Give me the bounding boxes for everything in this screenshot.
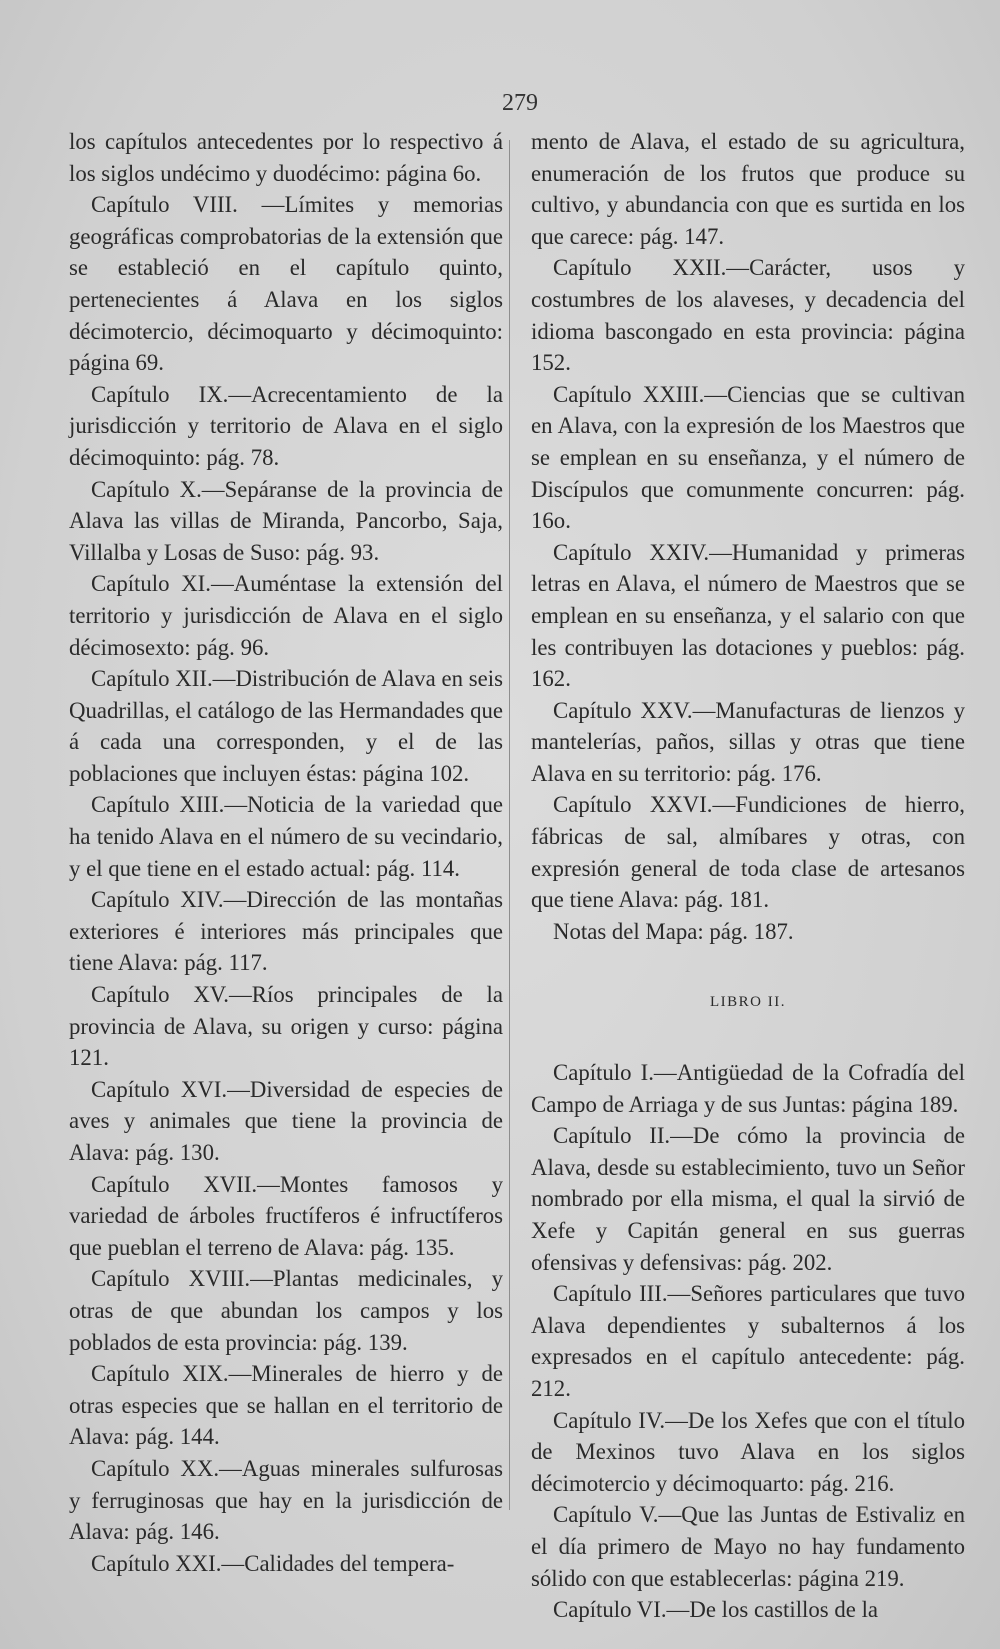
toc-entry: Capítulo XII.—Distribución de Alava en seis Quadrillas, el catálogo de las Hermandades que á cada una corresponden, y el de las poblaciones que incluyen éstas: página 102. [69,666,503,786]
toc-entry: Capítulo V.—Que las Juntas de Estivaliz en el día primero de Mayo no hay fundamento sólido con que establecerlas: página 219. [531,1502,965,1591]
toc-entry: mento de Alava, el estado de su agricultura, enumeración de los frutos que produce su cultivo, y abundancia con que es surtida en los que carece: pág. 147. [531,129,965,249]
toc-entry: Capítulo XI.—Auméntase la extensión del territorio y jurisdicción de Alava en el siglo décimosexto: pág. 96. [69,571,503,660]
toc-entry: Capítulo XXIV.—Humanidad y primeras letras en Alava, el número de Maestros que se emplean en su enseñanza, y el salario con que les contribuyen las dotaciones y pueblos: pág. 162. [531,539,965,692]
column-divider [509,140,510,1510]
toc-entry: Capítulo XXV.—Manufacturas de lienzos y mantelerías, paños, sillas y otras que tiene Alava en su territorio: pág. 176. [531,697,965,786]
toc-entry: Capítulo XXII.—Carácter, usos y costumbres de los alaveses, y decadencia del idioma bascongado en esta provincia: página 152. [531,255,965,376]
toc-entry: los capítulos antecedentes por lo respectivo á los siglos undécimo y duodécimo: página 6o. [69,129,503,186]
toc-entry: Capítulo XXIII.—Ciencias que se cultivan en Alava, con la expresión de los Maestros que se emplean en su enseñanza, y el número de Discípulos que comunmente concurren: pág. 16o. [531,381,965,534]
toc-entry: Capítulo VI.—De los castillos de la [553,1597,879,1623]
toc-entry: Capítulo XVIII.—Plantas medicinales, y otras de que abundan los campos y los poblados de esta provincia: pág. 139. [69,1266,503,1355]
toc-entry: Capítulo XVII.—Montes famosos y variedad de árboles fructíferos é infructíferos que pueblan el terreno de Alava: pág. 135. [69,1171,503,1260]
toc-entry: Capítulo IX.—Acrecentamiento de la jurisdicción y territorio de Alava en el siglo décimoquinto: pág. 78. [69,381,503,470]
toc-entry: Capítulo I.—Antigüedad de la Cofradía del Campo de Arriaga y de sus Juntas: página 189. [531,1060,965,1117]
toc-entry: Capítulo X.—Sepáranse de la provincia de Alava las villas de Miranda, Pancorbo, Saja, Villalba y Losas de Suso: pág. 93. [69,476,503,565]
book-heading: LIBRO II. [710,994,786,1011]
toc-entry: Capítulo XIV.—Dirección de las montañas exteriores é interiores más principales que tiene Alava: pág. 117. [69,887,503,976]
toc-entry: Capítulo VIII. —Límites y memorias geográficas comprobatorias de la extensión que se estableció en el capítulo quinto, pertenecientes á Alava en los siglos décimotercio, décimoquarto y décimoquinto: página 69. [69,192,503,376]
toc-entry: Capítulo XXI.—Calidades del tempera- [91,1550,455,1576]
toc-entry: Capítulo XXVI.—Fundiciones de hierro, fábricas de sal, almíbares y otras, con expresión general de toda clase de artesanos que tiene Alava: pág. 181. [531,792,965,913]
toc-entry: Capítulo IV.—De los Xefes que con el título de Mexinos tuvo Alava en los siglos décimotercio y décimoquarto: pág. 216. [531,1407,965,1496]
toc-entry: Capítulo II.—De cómo la provincia de Alava, desde su establecimiento, tuvo un Señor nombrado por ella misma, el qual la sirvió de Xefe y Capitán general en sus guerras ofensivas y defensivas: pág. 202. [531,1123,965,1275]
toc-entry: Capítulo XVI.—Diversidad de especies de aves y animales que tiene la provincia de Alava: pág. 130. [69,1076,503,1165]
page-number: 279 [502,90,538,116]
toc-entry: Capítulo XX.—Aguas minerales sulfurosas y ferruginosas que hay en la jurisdicción de Alava: pág. 146. [69,1455,503,1545]
right-column [531,126,965,1626]
toc-entry: Capítulo III.—Señores particulares que tuvo Alava dependientes y subalternos á los expresados en el capítulo antecedente: pág. 212. [531,1281,965,1401]
toc-entry: Capítulo XIX.—Minerales de hierro y de otras especies que se hallan en el territorio de Alava: pág. 144. [69,1361,503,1450]
notes-entry: Notas del Mapa: pág. 187. [553,918,794,944]
toc-entry: Capítulo XV.—Ríos principales de la provincia de Alava, su origen y curso: página 121. [69,982,503,1071]
toc-entry: Capítulo XIII.—Noticia de la variedad que ha tenido Alava en el número de su vecindario, y el que tiene en el estado actual: pág. 114. [69,792,503,881]
left-column [69,126,503,1579]
